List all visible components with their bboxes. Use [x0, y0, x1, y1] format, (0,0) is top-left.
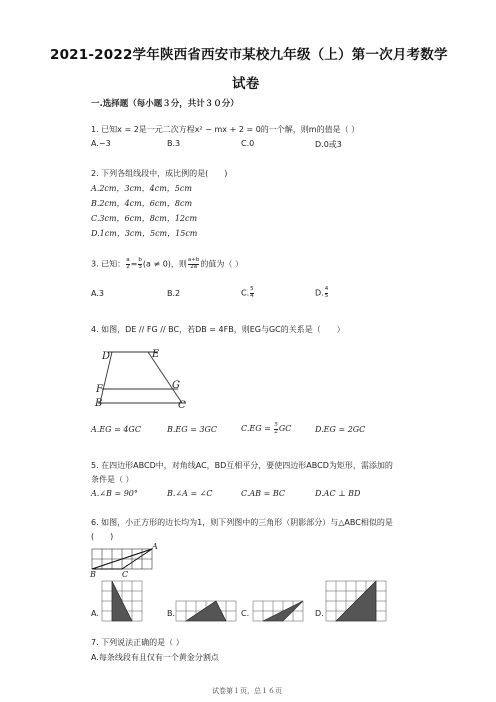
q3-option-d: D. $\frac{4}{5}$ — [315, 286, 329, 299]
fig4-label-g: G — [172, 380, 180, 391]
q4-option-d: D.EG = 2GC — [315, 425, 366, 434]
q3-frac-a2: $\frac{a}{2}$ — [126, 257, 130, 270]
q6-option-a-figure — [101, 580, 143, 622]
q2-option-a: A.2cm，3cm，4cm，5cm — [91, 184, 192, 193]
fig4-label-e: E — [152, 349, 160, 360]
fig6-label-b: B — [90, 570, 96, 579]
q2-option-d: D.1cm，3cm，5cm，15cm — [91, 229, 198, 238]
q6-option-b-figure — [175, 600, 237, 622]
q6-stem-line2: ( ) — [91, 532, 114, 541]
q3-eq: = — [130, 259, 138, 269]
fig6-label-c: C — [122, 570, 129, 579]
q2-option-b: B.2cm，4cm，6cm，8cm — [91, 199, 193, 208]
q7-stem: 7. 下列说法正确的是（ ） — [91, 638, 184, 647]
q5-option-c: C.AB = BC — [241, 489, 285, 498]
q1-stem: 1. 已知x = 2是一元二次方程x² − mx + 2 = 0的一个解，则m的值是（ ） — [91, 125, 360, 134]
q4-stem: 4. 如图，DE // FG // BC，若DB = 4FB，则EG与GC的关系是（ ） — [91, 325, 345, 334]
q3-stem-mid: (a ≠ 0)，则 — [142, 259, 187, 269]
q5-option-a: A.∠B = 90° — [91, 489, 138, 498]
q6-option-c-figure — [252, 600, 304, 622]
fig4-label-b: B — [95, 398, 103, 409]
q7-option-a: A.每条线段有且仅有一个黄金分割点 — [91, 653, 219, 662]
q6-option-b: B. — [167, 609, 176, 618]
q3-stem-post: 的值为（ ） — [200, 259, 243, 269]
q3-stem — [91, 258, 243, 270]
q6-option-a: A. — [91, 609, 99, 618]
q3-stem-pre: 3. 已知： — [91, 259, 126, 269]
q3-frac-ab2a: $\frac{a+b}{2a}$ — [187, 257, 200, 270]
paper-title-line1: 2021-2022学年陕西省西安市某校九年级（上）第一次月考数学 — [50, 47, 448, 63]
fig4-label-d: D — [102, 351, 111, 362]
q6-figure — [90, 543, 170, 583]
page-footer: 试卷第１页，总１６页 — [212, 687, 282, 695]
q2-option-c: C.3cm，6cm，8cm，12cm — [91, 214, 198, 223]
q3-frac-b3: $\frac{b}{3}$ — [138, 257, 142, 270]
q6-option-d: D. — [315, 609, 324, 618]
q5-stem-line2: 条件是（ ） — [91, 475, 134, 484]
q1-option-d: D.0或3 — [315, 140, 342, 149]
q6-stem-line1: 6. 如图，小正方形的边长均为1，则下列图中的三角形（阴影部分）与△ABC相似的是 — [91, 518, 393, 527]
q1-option-a: A.−3 — [91, 139, 111, 148]
q4-option-a: A.EG = 4GC — [91, 425, 141, 434]
q4-option-b: B.EG = 3GC — [167, 425, 218, 434]
section-heading: 一.选择题（每小题３分，共计３０分） — [91, 99, 239, 109]
fig4-label-c: C — [178, 400, 186, 411]
q4-option-c: C.EG = $\frac{5}{2}$ GC — [241, 422, 292, 435]
paper-title-line2: 试卷 — [232, 76, 260, 92]
q5-stem-line1: 5. 在四边形ABCD中，对角线AC，BD互相平分，要使四边形ABCD为矩形，需添加的 — [91, 461, 393, 470]
q5-option-d: D.AC ⊥ BD — [315, 489, 361, 498]
fig4-label-f: F — [96, 384, 103, 395]
q3-option-c: C. $\frac{5}{4}$ — [241, 286, 254, 299]
q1-option-b: B.3 — [167, 139, 181, 148]
q2-stem: 2. 下列各组线段中，成比例的是( ) — [91, 169, 228, 178]
q6-option-d-figure — [325, 580, 387, 622]
q6-option-c: C. — [241, 609, 250, 618]
q3-option-a: A.3 — [91, 289, 104, 298]
q5-option-b: B.∠A = ∠C — [167, 489, 213, 498]
fig6-label-a: A — [152, 542, 158, 551]
q3-option-b: B.2 — [167, 289, 181, 298]
q4-figure — [88, 340, 208, 415]
q1-option-c: C.0 — [241, 139, 255, 148]
